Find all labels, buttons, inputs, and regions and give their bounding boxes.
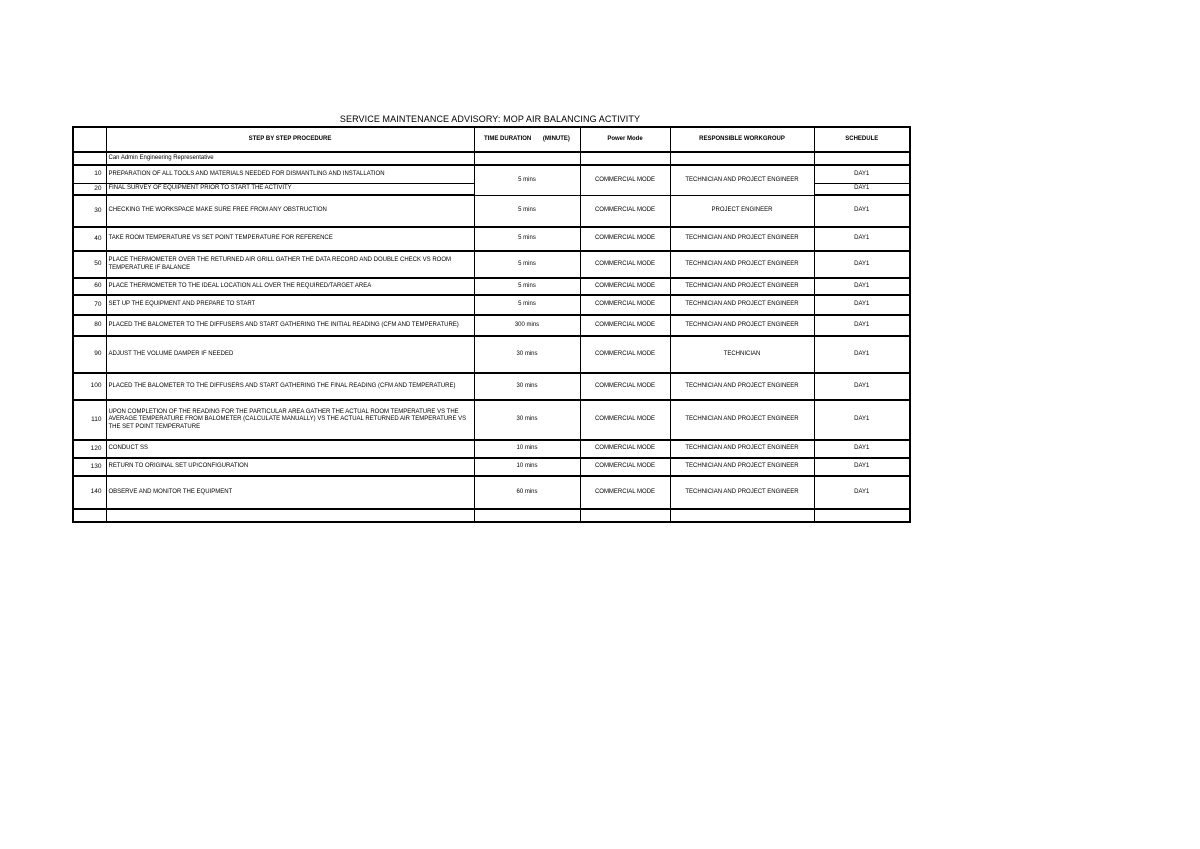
table-row [73, 373, 910, 400]
header-workgroup: RESPONSIBLE WORKGROUP [670, 127, 814, 152]
step-description: SET UP THE EQUIPMENT AND PREPARE TO START [106, 295, 474, 315]
time-duration: 5 mins [474, 295, 580, 315]
time-duration: 300 mins [474, 315, 580, 336]
time-duration: 10 mins [474, 458, 580, 476]
table-row [73, 251, 910, 278]
schedule: DAY1 [814, 440, 910, 458]
step-description: CONDUCT SS [106, 440, 474, 458]
empty-cell [814, 509, 910, 522]
step-description: TAKE ROOM TEMPERATURE VS SET POINT TEMPERATURE FOR REFERENCE [106, 227, 474, 251]
step-number: 80 [73, 315, 106, 336]
mop-table [72, 126, 911, 523]
time-duration: 5 mins [474, 251, 580, 278]
time-duration: 60 mins [474, 476, 580, 509]
intro-schedule-cell [814, 152, 910, 165]
intro-representative: Can Admin Engineering Representative [106, 152, 474, 165]
schedule: DAY1 [814, 400, 910, 440]
time-duration: 10 mins [474, 440, 580, 458]
table-row [73, 336, 910, 373]
table-row [73, 165, 910, 183]
power-mode: COMMERCIAL MODE [580, 476, 670, 509]
intro-power-cell [580, 152, 670, 165]
responsible-workgroup: TECHNICIAN AND PROJECT ENGINEER [670, 227, 814, 251]
table-row [73, 195, 910, 227]
step-number: 40 [73, 227, 106, 251]
power-mode: COMMERCIAL MODE [580, 373, 670, 400]
schedule: DAY1 [814, 165, 910, 183]
step-description: PLACE THERMOMETER TO THE IDEAL LOCATION ALL OVER THE REQUIRED/TARGET AREA [106, 278, 474, 295]
schedule: DAY1 [814, 476, 910, 509]
time-duration: 30 mins [474, 336, 580, 373]
step-description: PLACED THE BALOMETER TO THE DIFFUSERS AND START GATHERING THE FINAL READING (CFM AND TEMPERATURE) [106, 373, 474, 400]
power-mode: COMMERCIAL MODE [580, 227, 670, 251]
schedule: DAY1 [814, 295, 910, 315]
responsible-workgroup: TECHNICIAN AND PROJECT ENGINEER [670, 315, 814, 336]
step-description: UPON COMPLETION OF THE READING FOR THE PARTICULAR AREA GATHER THE ACTUAL ROOM TEMPERATURE VS THE AVERAGE TEMPERATURE FROM BALOMETER (CALCULATE MANUALLY) VS THE ACTUAL RETURNED AIR TEMPERATURE VS THE SET POINT TEMPERATURE [106, 400, 474, 440]
document-title: SERVICE MAINTENANCE ADVISORY: MOP AIR BALANCING ACTIVITY [339, 114, 641, 124]
intro-time-cell [474, 152, 580, 165]
schedule: DAY1 [814, 227, 910, 251]
step-description: PLACED THE BALOMETER TO THE DIFFUSERS AND START GATHERING THE INITIAL READING (CFM AND TEMPERATURE) [106, 315, 474, 336]
header-step-cell [73, 127, 106, 152]
responsible-workgroup: TECHNICIAN AND PROJECT ENGINEER [670, 165, 814, 195]
step-description: RETURN TO ORIGINAL SET UP/CONFIGURATION [106, 458, 474, 476]
intro-workgroup-cell [670, 152, 814, 165]
step-description: PLACE THERMOMETER OVER THE RETURNED AIR GRILL GATHER THE DATA RECORD AND DOUBLE CHECK VS ROOM TEMPERATURE IF BALANCE [106, 251, 474, 278]
power-mode: COMMERCIAL MODE [580, 195, 670, 227]
table-row [73, 295, 910, 315]
step-number: 10 [73, 165, 106, 183]
step-number: 30 [73, 195, 106, 227]
power-mode: COMMERCIAL MODE [580, 278, 670, 295]
schedule: DAY1 [814, 315, 910, 336]
table-row [73, 440, 910, 458]
responsible-workgroup: TECHNICIAN AND PROJECT ENGINEER [670, 440, 814, 458]
power-mode: COMMERCIAL MODE [580, 295, 670, 315]
step-description: CHECKING THE WORKSPACE MAKE SURE FREE FROM ANY OBSTRUCTION [106, 195, 474, 227]
responsible-workgroup: TECHNICIAN AND PROJECT ENGINEER [670, 251, 814, 278]
step-description: PREPARATION OF ALL TOOLS AND MATERIALS NEEDED FOR DISMANTLING AND INSTALLATION [106, 165, 474, 183]
power-mode: COMMERCIAL MODE [580, 336, 670, 373]
power-mode: COMMERCIAL MODE [580, 440, 670, 458]
step-number: 60 [73, 278, 106, 295]
step-number: 110 [73, 400, 106, 440]
step-number: 50 [73, 251, 106, 278]
time-duration: 30 mins [474, 373, 580, 400]
step-number: 100 [73, 373, 106, 400]
responsible-workgroup: TECHNICIAN AND PROJECT ENGINEER [670, 278, 814, 295]
step-description: OBSERVE AND MONITOR THE EQUIPMENT [106, 476, 474, 509]
schedule: DAY1 [814, 336, 910, 373]
header-time: TIME DURATION (MINUTE) [474, 127, 580, 152]
schedule: DAY1 [814, 251, 910, 278]
table-header-row [73, 127, 910, 152]
table-row-empty [73, 509, 910, 522]
schedule: DAY1 [814, 373, 910, 400]
empty-cell [106, 509, 474, 522]
power-mode: COMMERCIAL MODE [580, 315, 670, 336]
step-description: FINAL SURVEY OF EQUIPMENT PRIOR TO START THE ACTIVITY [106, 183, 474, 195]
empty-cell [73, 509, 106, 522]
schedule: DAY1 [814, 195, 910, 227]
time-duration: 5 mins [474, 278, 580, 295]
power-mode: COMMERCIAL MODE [580, 458, 670, 476]
table-row [73, 227, 910, 251]
responsible-workgroup: PROJECT ENGINEER [670, 195, 814, 227]
step-number: 140 [73, 476, 106, 509]
time-duration: 5 mins [474, 195, 580, 227]
step-number: 120 [73, 440, 106, 458]
empty-cell [580, 509, 670, 522]
responsible-workgroup: TECHNICIAN AND PROJECT ENGINEER [670, 458, 814, 476]
table-row [73, 315, 910, 336]
power-mode: COMMERCIAL MODE [580, 251, 670, 278]
intro-step-cell [73, 152, 106, 165]
time-duration: 5 mins [474, 227, 580, 251]
step-number: 70 [73, 295, 106, 315]
schedule: DAY1 [814, 183, 910, 195]
responsible-workgroup: TECHNICIAN AND PROJECT ENGINEER [670, 476, 814, 509]
table-row [73, 400, 910, 440]
step-number: 20 [73, 183, 106, 195]
schedule: DAY1 [814, 278, 910, 295]
header-procedure: STEP BY STEP PROCEDURE [106, 127, 474, 152]
header-schedule: SCHEDULE [814, 127, 910, 152]
step-description: ADJUST THE VOLUME DAMPER IF NEEDED [106, 336, 474, 373]
responsible-workgroup: TECHNICIAN [670, 336, 814, 373]
schedule: DAY1 [814, 458, 910, 476]
responsible-workgroup: TECHNICIAN AND PROJECT ENGINEER [670, 400, 814, 440]
time-duration: 30 mins [474, 400, 580, 440]
responsible-workgroup: TECHNICIAN AND PROJECT ENGINEER [670, 295, 814, 315]
header-power: Power Mode [580, 127, 670, 152]
table-row [73, 458, 910, 476]
power-mode: COMMERCIAL MODE [580, 165, 670, 195]
table-row [73, 476, 910, 509]
responsible-workgroup: TECHNICIAN AND PROJECT ENGINEER [670, 373, 814, 400]
power-mode: COMMERCIAL MODE [580, 400, 670, 440]
step-number: 90 [73, 336, 106, 373]
empty-cell [474, 509, 580, 522]
intro-row [73, 152, 910, 165]
table-row [73, 278, 910, 295]
empty-cell [670, 509, 814, 522]
time-duration: 5 mins [474, 165, 580, 195]
step-number: 130 [73, 458, 106, 476]
